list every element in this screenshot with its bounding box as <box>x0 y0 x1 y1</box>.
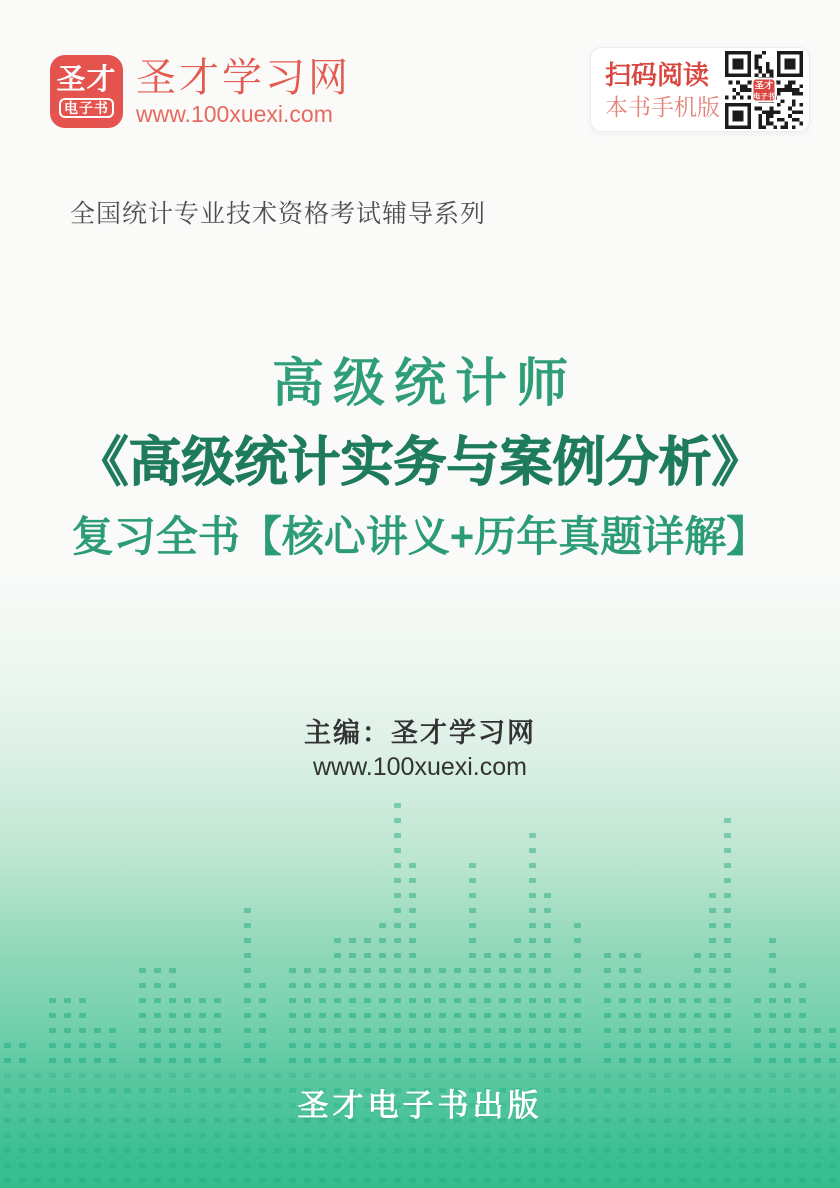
brand-site-name: 圣才学习网 <box>136 56 351 100</box>
editor-label: 主编：圣才学习网 <box>304 718 536 748</box>
brand-logo-icon <box>50 55 123 128</box>
qr-panel <box>590 47 810 132</box>
book-title-line3: 复习全书【核心讲义+历年真题详解】 <box>71 513 769 560</box>
publisher-footer: 圣才电子书出版 <box>297 1088 543 1123</box>
qr-panel-labels <box>605 59 720 121</box>
skyline-pattern-decoration <box>0 788 840 1188</box>
brand-site-url: www.100xuexi.com <box>136 101 333 127</box>
logo-badge-line2: 电子书 <box>59 98 114 118</box>
svg-text:电子书: 电子书 <box>753 93 775 101</box>
editor-url: www.100xuexi.com <box>313 753 527 781</box>
qr-code-icon <box>725 51 803 129</box>
logo-badge-line1: 圣才 <box>56 64 117 96</box>
book-title-line2: 《高级统计实务与案例分析》 <box>75 433 765 492</box>
editor-credit <box>0 716 840 782</box>
brand-text <box>136 55 351 128</box>
qr-mobile-label: 本书手机版 <box>605 93 720 120</box>
series-title: 全国统计专业技术资格考试辅导系列 <box>70 200 487 228</box>
svg-text:圣才: 圣才 <box>754 80 774 91</box>
brand-header <box>50 55 351 128</box>
qr-scan-label: 扫码阅读 <box>605 59 710 90</box>
book-title-block <box>0 352 840 566</box>
book-title-line1: 高级统计师 <box>271 355 577 413</box>
